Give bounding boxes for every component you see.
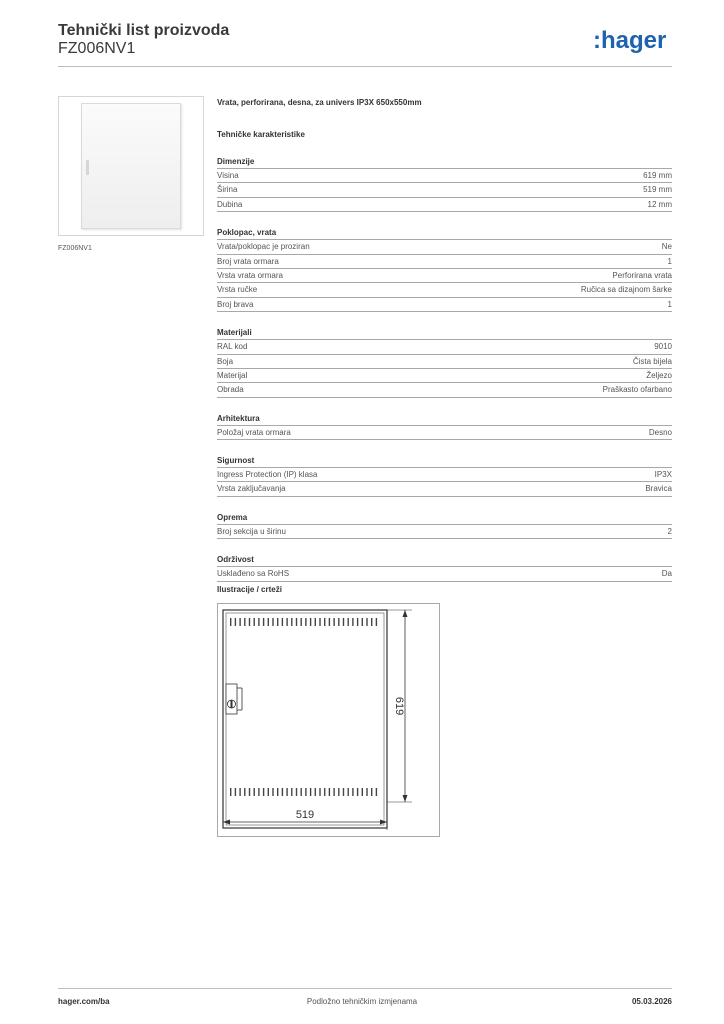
specifications	[217, 96, 672, 582]
spec-group-title: Dimenzije	[217, 156, 672, 169]
footer-date: 05.03.2026	[631, 997, 672, 1006]
spec-row	[217, 298, 672, 312]
spec-group-title: Poklopac, vrata	[217, 227, 672, 240]
spec-group	[217, 413, 672, 440]
spec-group	[217, 227, 672, 312]
illustrations-heading: Ilustracije / crteži	[217, 585, 282, 594]
product-image-caption: FZ006NV1	[58, 245, 92, 252]
hager-logo[interactable]	[593, 28, 675, 54]
header-divider	[58, 66, 672, 67]
spec-label: Vrsta vrata ormara	[217, 270, 283, 280]
spec-value: IP3X	[654, 470, 672, 480]
spec-row	[217, 183, 672, 197]
spec-value: Bravica	[645, 484, 672, 494]
spec-row	[217, 468, 672, 482]
product-code: FZ006NV1	[58, 40, 136, 57]
spec-row	[217, 269, 672, 283]
footer-website-link[interactable]: hager.com/ba	[58, 997, 110, 1006]
spec-value: Željezo	[646, 370, 672, 380]
spec-row	[217, 369, 672, 383]
spec-label: RAL kod	[217, 342, 248, 352]
product-image	[58, 96, 204, 236]
door-handle-icon	[86, 160, 89, 175]
spec-groups	[217, 156, 672, 582]
spec-label: Vrsta zaključavanja	[217, 484, 286, 494]
footer-divider	[58, 988, 672, 989]
spec-row	[217, 426, 672, 440]
hager-logo-text: :hager	[593, 28, 667, 54]
spec-row	[217, 169, 672, 183]
spec-label: Ingress Protection (IP) klasa	[217, 470, 318, 480]
spec-label: Usklađeno sa RoHS	[217, 569, 290, 579]
spec-value: Čista bijela	[632, 356, 672, 366]
height-dimension	[387, 610, 412, 802]
spec-value: Da	[661, 569, 672, 579]
spec-row	[217, 340, 672, 354]
spec-value: Ne	[661, 242, 672, 252]
spec-value: 12 mm	[647, 199, 672, 209]
spec-group	[217, 327, 672, 398]
spec-value: 2	[667, 526, 672, 536]
spec-value: 1	[667, 299, 672, 309]
product-name: Vrata, perforirana, desna, za univers IP3X 650x550mm	[217, 98, 422, 107]
spec-group-title: Održivost	[217, 554, 672, 567]
spec-group-title: Oprema	[217, 512, 672, 525]
spec-label: Dubina	[217, 199, 243, 209]
spec-row	[217, 482, 672, 496]
spec-value: Desno	[648, 427, 672, 437]
spec-label: Broj sekcija u širinu	[217, 526, 286, 536]
spec-value: Praškasto ofarbano	[602, 385, 672, 395]
spec-label: Vrata/poklopac je proziran	[217, 242, 310, 252]
spec-label: Obrada	[217, 385, 244, 395]
technical-characteristics-heading: Tehničke karakteristike	[217, 130, 305, 139]
technical-drawing	[217, 603, 440, 837]
spec-row	[217, 567, 672, 581]
spec-label: Boja	[217, 356, 234, 366]
spec-label: Materijal	[217, 370, 248, 380]
spec-label: Visina	[217, 171, 239, 180]
spec-value: 519 mm	[643, 185, 672, 195]
width-dimension-label: 519	[295, 809, 315, 821]
spec-value: Perforirana vrata	[612, 270, 672, 280]
spec-value: 9010	[654, 342, 672, 352]
spec-row	[217, 240, 672, 254]
spec-value: 619 mm	[643, 171, 672, 180]
spec-row	[217, 383, 672, 397]
spec-row	[217, 255, 672, 269]
spec-value: 1	[667, 256, 672, 266]
spec-row	[217, 355, 672, 369]
spec-group-title: Materijali	[217, 327, 672, 340]
spec-label: Položaj vrata ormara	[217, 427, 291, 437]
spec-label: Broj vrata ormara	[217, 256, 279, 266]
spec-label: Vrsta ručke	[217, 285, 258, 295]
spec-row	[217, 198, 672, 212]
spec-group-title: Arhitektura	[217, 413, 672, 426]
spec-group-title: Sigurnost	[217, 455, 672, 468]
height-dimension-label: 619	[393, 696, 405, 716]
spec-row	[217, 525, 672, 539]
spec-group	[217, 512, 672, 539]
product-door-image	[81, 103, 181, 229]
footer-disclaimer: Podložno tehničkim izmjenama	[306, 997, 418, 1006]
header-title: Tehnički list proizvoda	[58, 22, 230, 39]
spec-label: Broj brava	[217, 299, 254, 309]
spec-row	[217, 283, 672, 297]
spec-value: Ručica sa dizajnom šarke	[580, 285, 672, 295]
spec-group	[217, 156, 672, 212]
spec-group	[217, 554, 672, 581]
spec-group	[217, 455, 672, 497]
spec-label: Širina	[217, 185, 238, 195]
